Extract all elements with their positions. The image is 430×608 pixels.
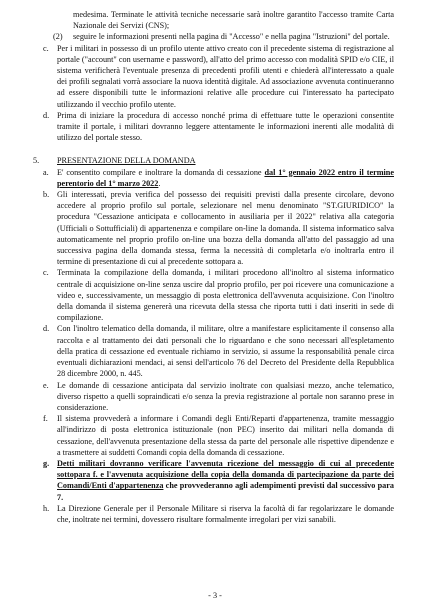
item-a-text: [57, 167, 394, 189]
item-2-text: seguire le informazioni presenti nella pagina di "Accesso" e nella pagina "Istruzioni" del portale.: [73, 32, 390, 42]
item-c-marker: c.: [43, 268, 49, 278]
continued-text: medesima. Terminate le attività tecniche necessarie sarà inoltre garantito l'accesso tramite Carta Nazionale dei Servizi (CNS);: [73, 10, 394, 31]
section-5-heading: [33, 155, 394, 166]
item-d-marker: d.: [43, 324, 50, 334]
item-h-marker: h.: [43, 503, 50, 513]
page-number: - 3 -: [208, 591, 222, 600]
section-5-number: 5.: [33, 156, 40, 166]
item-g: [43, 458, 394, 503]
section-5-title: PRESENTAZIONE DELLA DOMANDA: [57, 156, 196, 166]
item-c-top-marker: c.: [43, 43, 49, 53]
item-d-top-text: Prima di iniziare la procedura di accesso nonché prima di effettuare tutte le operazioni consentite tramite il portale, i militari dovranno leggere attentamente le informazioni inerenti alle modalità di utilizzo del portale stesso.: [57, 110, 394, 143]
item-e: [43, 380, 394, 414]
item-b-marker: b.: [43, 190, 50, 200]
item-g-underlined: Detti militari dovranno verificare l'avvenuta ricezione del messaggio di cui al precedente sottopara f. e l'avvenuta acquisizione della copia della domanda di partecipazione da parte dei Comandi/Enti d'appartenenza: [57, 458, 394, 491]
item-b-text: Gli interessati, previa verifica del possesso dei requisiti previsti dalla presente circolare, devono accedere al proprio profilo sul portale, selezionare nel menu denominato "ST.GIURIDICO" la procedura "Cessazione anticipata e collocamento in ausiliaria per il 2022" relativa alla categoria (Ufficiali o Sottufficiali) di appartenenza e compilare on-line la domanda. Il sistema informatico salva automaticamente nel proprio profilo on-line una bozza della domanda all'atto del passaggio ad una successiva pagina della domanda stessa, ferma la necessità di completarla e/o inoltrarla entro il termine di presentazione di cui al precedente sottopara a.: [57, 190, 394, 267]
item-b: [43, 189, 394, 267]
continued-paragraph: [43, 9, 394, 31]
item-2: [43, 31, 394, 42]
item-e-marker: e.: [43, 380, 49, 390]
section-spacer: [43, 143, 394, 155]
item-a: [43, 167, 394, 189]
item-g-text: [57, 458, 394, 503]
item-a-text-end: .: [158, 178, 161, 188]
item-2-marker: (2): [53, 32, 63, 42]
item-d-top: [43, 110, 394, 144]
item-d-text: Con l'inoltro telematico della domanda, il militare, oltre a manifestare esplicitamente il consenso alla raccolta e al trattamento dei dati personali che lo riguardano e che sono necessari all'espletamento della pratica di cessazione ed eventuale richiamo in servizio, si assume la responsabilità penale circa eventuali dichiarazioni mendaci, ai sensi dell'articolo 76 del Decreto del Presidente della Repubblica 28 dicembre 2000, n. 445.: [57, 324, 394, 379]
item-c-text: Terminata la compilazione della domanda, i militari procedono all'inoltro al sistema informatico centrale di acquisizione on-line senza uscire dal proprio profilo, per poi ricevere una comunicazione a video e, successivamente, un messaggio di posta elettronica dell'avvenuta acquisizione. Con l'inoltro della domanda il sistema genererà una ricevuta della stessa che riporta tutti i dati inseriti in sede di compilazione.: [57, 268, 394, 323]
item-d-top-marker: d.: [43, 110, 50, 120]
item-f-marker: f.: [43, 414, 48, 424]
item-a-text-plain: E' consentito compilare e inoltrare la domanda di cessazione: [57, 167, 265, 177]
item-a-marker: a.: [43, 167, 49, 177]
item-c-top: [43, 43, 394, 110]
item-a-deadline: dal 1° gennaio 2022 entro il termine perentorio del 1° marzo 2022: [57, 167, 394, 188]
item-f: [43, 413, 394, 458]
item-g-bold: che provvederanno agli adempimenti previsti dal successivo para 7.: [57, 481, 394, 502]
item-f-text: Il sistema provvederà a informare i Comandi degli Enti/Reparti d'appartenenza, tramite messaggio all'indirizzo di posta elettronica istituzionale (non PEC) inserito dai militari nella domanda di cessazione, dell'avvenuta presentazione della stessa da parte del personale alle rispettive dipendenze e a trasmettere ai suddetti Comandi copia della domanda di cessazione.: [57, 414, 394, 457]
item-c: [43, 267, 394, 323]
item-h: [43, 503, 394, 525]
item-d: [43, 323, 394, 379]
item-e-text: Le domande di cessazione anticipata dal servizio inoltrate con qualsiasi mezzo, anche telematico, diverso rispetto a quelli sopraindicati e/o senza la previa registrazione al portale non saranno prese in considerazione.: [57, 380, 394, 412]
item-h-text: La Direzione Generale per il Personale Militare si riserva la facoltà di far regolarizzare le domande che, inoltrate nei termini, dovessero risultare formalmente irregolari per vizi sanabili.: [57, 503, 394, 524]
item-c-top-text: Per i militari in possesso di un profilo utente attivo creato con il precedente sistema di registrazione al portale ("account" con username e password), all'atto del primo accesso con modalità SPID e/o CIE, il sistema verificherà l'eventuale presenza di precedenti profili utenti e chiederà all'interessato a quale dei profili segnalati vorrà associare la nuova identità digitale. Ad associazione avvenuta continueranno ad essere disponibili tutte le informazioni relative alle procedure cui l'interessato ha partecipato utilizzando il vecchio profilo utente.: [57, 43, 394, 109]
item-g-marker: g.: [43, 458, 50, 468]
